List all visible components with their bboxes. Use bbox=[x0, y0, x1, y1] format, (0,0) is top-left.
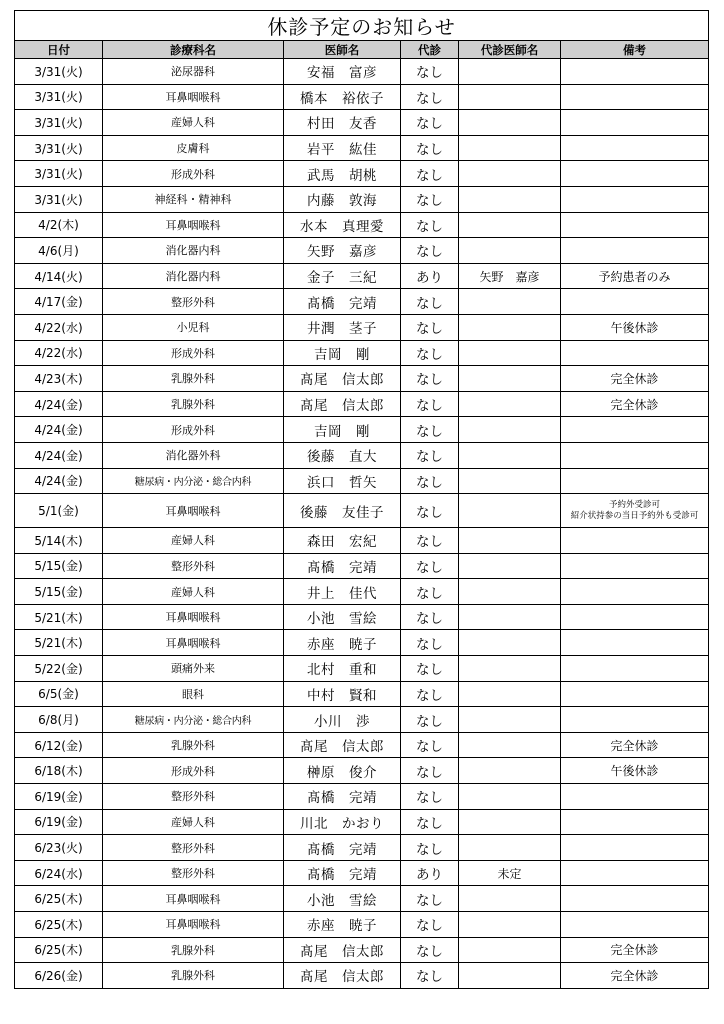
substitute-doctor-cell bbox=[459, 707, 561, 733]
date-cell: 6/25(木) bbox=[15, 912, 103, 938]
table-row bbox=[15, 963, 709, 989]
date-cell: 4/2(木) bbox=[15, 212, 103, 238]
date-cell: 4/24(金) bbox=[15, 417, 103, 443]
date-cell: 3/31(火) bbox=[15, 84, 103, 110]
department-cell: 消化器内科 bbox=[103, 263, 284, 289]
table-row bbox=[15, 391, 709, 417]
substitute-doctor-cell bbox=[459, 528, 561, 554]
department-cell: 乳腺外科 bbox=[103, 366, 284, 392]
substitute-cell: なし bbox=[401, 289, 459, 315]
date-cell: 6/24(水) bbox=[15, 860, 103, 886]
table-row bbox=[15, 732, 709, 758]
substitute-cell: なし bbox=[401, 59, 459, 85]
table-row bbox=[15, 289, 709, 315]
substitute-doctor-cell bbox=[459, 340, 561, 366]
doctor-cell: 髙尾 信太郎 bbox=[284, 963, 401, 989]
table-row bbox=[15, 135, 709, 161]
header-substitute-doctor: 代診医師名 bbox=[459, 41, 561, 59]
notes-cell bbox=[561, 442, 709, 468]
substitute-doctor-cell bbox=[459, 135, 561, 161]
doctor-cell: 金子 三紀 bbox=[284, 263, 401, 289]
doctor-cell: 髙尾 信太郎 bbox=[284, 732, 401, 758]
table-row bbox=[15, 553, 709, 579]
department-cell: 神経科・精神科 bbox=[103, 186, 284, 212]
table-row bbox=[15, 937, 709, 963]
department-cell: 眼科 bbox=[103, 681, 284, 707]
date-cell: 5/22(金) bbox=[15, 656, 103, 682]
substitute-doctor-cell bbox=[459, 630, 561, 656]
table-row bbox=[15, 366, 709, 392]
date-cell: 5/14(木) bbox=[15, 528, 103, 554]
table-row bbox=[15, 912, 709, 938]
notes-cell bbox=[561, 528, 709, 554]
department-cell: 消化器外科 bbox=[103, 442, 284, 468]
department-cell: 産婦人科 bbox=[103, 528, 284, 554]
table-row bbox=[15, 784, 709, 810]
substitute-cell: あり bbox=[401, 263, 459, 289]
date-cell: 6/26(金) bbox=[15, 963, 103, 989]
doctor-cell: 髙橋 完靖 bbox=[284, 553, 401, 579]
doctor-cell: 井上 佳代 bbox=[284, 579, 401, 605]
doctor-cell: 髙橋 完靖 bbox=[284, 835, 401, 861]
doctor-cell: 中村 賢和 bbox=[284, 681, 401, 707]
department-cell: 頭痛外来 bbox=[103, 656, 284, 682]
substitute-doctor-cell bbox=[459, 912, 561, 938]
substitute-doctor-cell bbox=[459, 84, 561, 110]
department-cell: 泌尿器科 bbox=[103, 59, 284, 85]
table-row bbox=[15, 809, 709, 835]
notes-line: 紹介状持参の当日予約外も受診可 bbox=[570, 510, 699, 521]
substitute-cell: なし bbox=[401, 604, 459, 630]
notes-cell: 予約患者のみ bbox=[561, 263, 709, 289]
substitute-doctor-cell bbox=[459, 238, 561, 264]
substitute-cell: なし bbox=[401, 161, 459, 187]
notes-cell bbox=[561, 784, 709, 810]
notes-cell bbox=[561, 135, 709, 161]
header-doctor: 医師名 bbox=[284, 41, 401, 59]
substitute-doctor-cell bbox=[459, 314, 561, 340]
table-row bbox=[15, 630, 709, 656]
doctor-cell: 髙尾 信太郎 bbox=[284, 391, 401, 417]
substitute-cell: あり bbox=[401, 860, 459, 886]
date-cell: 6/5(金) bbox=[15, 681, 103, 707]
header-notes: 備考 bbox=[561, 41, 709, 59]
substitute-cell: なし bbox=[401, 212, 459, 238]
department-cell: 形成外科 bbox=[103, 340, 284, 366]
doctor-cell: 吉岡 剛 bbox=[284, 340, 401, 366]
notes-cell bbox=[561, 110, 709, 136]
substitute-cell: なし bbox=[401, 809, 459, 835]
substitute-cell: なし bbox=[401, 707, 459, 733]
department-cell: 産婦人科 bbox=[103, 809, 284, 835]
department-cell: 耳鼻咽喉科 bbox=[103, 912, 284, 938]
substitute-cell: なし bbox=[401, 186, 459, 212]
substitute-cell: なし bbox=[401, 732, 459, 758]
date-cell: 4/23(木) bbox=[15, 366, 103, 392]
date-cell: 4/24(金) bbox=[15, 391, 103, 417]
substitute-doctor-cell bbox=[459, 161, 561, 187]
substitute-doctor-cell bbox=[459, 732, 561, 758]
notes-cell bbox=[561, 212, 709, 238]
notes-cell bbox=[561, 468, 709, 494]
substitute-cell: なし bbox=[401, 886, 459, 912]
department-cell: 乳腺外科 bbox=[103, 937, 284, 963]
department-cell: 乳腺外科 bbox=[103, 732, 284, 758]
substitute-cell: なし bbox=[401, 630, 459, 656]
substitute-doctor-cell bbox=[459, 937, 561, 963]
department-cell: 形成外科 bbox=[103, 417, 284, 443]
table-row bbox=[15, 886, 709, 912]
department-cell: 整形外科 bbox=[103, 860, 284, 886]
notes-cell: 午後休診 bbox=[561, 758, 709, 784]
notes-cell: 完全休診 bbox=[561, 732, 709, 758]
department-cell: 整形外科 bbox=[103, 553, 284, 579]
substitute-cell: なし bbox=[401, 579, 459, 605]
department-cell: 形成外科 bbox=[103, 161, 284, 187]
doctor-cell: 後藤 友佳子 bbox=[284, 494, 401, 528]
department-cell: 耳鼻咽喉科 bbox=[103, 630, 284, 656]
substitute-cell: なし bbox=[401, 835, 459, 861]
date-cell: 4/24(金) bbox=[15, 442, 103, 468]
date-cell: 4/6(月) bbox=[15, 238, 103, 264]
table-row bbox=[15, 238, 709, 264]
substitute-doctor-cell: 矢野 嘉彦 bbox=[459, 263, 561, 289]
substitute-cell: なし bbox=[401, 758, 459, 784]
date-cell: 3/31(火) bbox=[15, 59, 103, 85]
notes-cell: 完全休診 bbox=[561, 366, 709, 392]
date-cell: 6/18(木) bbox=[15, 758, 103, 784]
table-row bbox=[15, 417, 709, 443]
date-cell: 6/23(火) bbox=[15, 835, 103, 861]
table-row bbox=[15, 494, 709, 528]
doctor-cell: 赤座 暁子 bbox=[284, 912, 401, 938]
notes-cell bbox=[561, 886, 709, 912]
date-cell: 4/14(火) bbox=[15, 263, 103, 289]
table-row bbox=[15, 758, 709, 784]
date-cell: 6/25(木) bbox=[15, 886, 103, 912]
department-cell: 乳腺外科 bbox=[103, 391, 284, 417]
date-cell: 6/19(金) bbox=[15, 809, 103, 835]
table-row bbox=[15, 707, 709, 733]
department-cell: 整形外科 bbox=[103, 289, 284, 315]
substitute-doctor-cell bbox=[459, 110, 561, 136]
department-cell: 耳鼻咽喉科 bbox=[103, 494, 284, 528]
substitute-cell: なし bbox=[401, 912, 459, 938]
table-row bbox=[15, 528, 709, 554]
substitute-doctor-cell bbox=[459, 784, 561, 810]
notes-cell bbox=[561, 860, 709, 886]
doctor-cell: 井潤 茎子 bbox=[284, 314, 401, 340]
department-cell: 糖尿病・内分泌・総合内科 bbox=[103, 707, 284, 733]
notes-cell bbox=[561, 681, 709, 707]
doctor-cell: 川北 かおり bbox=[284, 809, 401, 835]
substitute-cell: なし bbox=[401, 681, 459, 707]
department-cell: 皮膚科 bbox=[103, 135, 284, 161]
notes-cell bbox=[561, 604, 709, 630]
substitute-cell: なし bbox=[401, 110, 459, 136]
notes-cell: 完全休診 bbox=[561, 963, 709, 989]
department-cell: 糖尿病・内分泌・総合内科 bbox=[103, 468, 284, 494]
substitute-doctor-cell bbox=[459, 809, 561, 835]
substitute-doctor-cell bbox=[459, 391, 561, 417]
substitute-cell: なし bbox=[401, 494, 459, 528]
date-cell: 4/22(水) bbox=[15, 314, 103, 340]
substitute-doctor-cell bbox=[459, 289, 561, 315]
date-cell: 4/24(金) bbox=[15, 468, 103, 494]
notes-line: 予約外受診可 bbox=[609, 499, 661, 510]
date-cell: 3/31(火) bbox=[15, 186, 103, 212]
table-row bbox=[15, 314, 709, 340]
notes-cell bbox=[561, 340, 709, 366]
substitute-cell: なし bbox=[401, 417, 459, 443]
department-cell: 耳鼻咽喉科 bbox=[103, 886, 284, 912]
substitute-doctor-cell bbox=[459, 417, 561, 443]
doctor-cell: 森田 宏紀 bbox=[284, 528, 401, 554]
table-row bbox=[15, 161, 709, 187]
doctor-cell: 水本 真理愛 bbox=[284, 212, 401, 238]
table-row bbox=[15, 860, 709, 886]
date-cell: 3/31(火) bbox=[15, 110, 103, 136]
doctor-cell: 北村 重和 bbox=[284, 656, 401, 682]
date-cell: 5/21(木) bbox=[15, 630, 103, 656]
doctor-cell: 赤座 暁子 bbox=[284, 630, 401, 656]
department-cell: 耳鼻咽喉科 bbox=[103, 212, 284, 238]
table-row bbox=[15, 84, 709, 110]
substitute-cell: なし bbox=[401, 314, 459, 340]
substitute-doctor-cell bbox=[459, 758, 561, 784]
substitute-doctor-cell bbox=[459, 656, 561, 682]
substitute-doctor-cell bbox=[459, 212, 561, 238]
closure-schedule-table bbox=[14, 10, 709, 989]
department-cell: 形成外科 bbox=[103, 758, 284, 784]
department-cell: 耳鼻咽喉科 bbox=[103, 84, 284, 110]
substitute-cell: なし bbox=[401, 135, 459, 161]
table-row bbox=[15, 442, 709, 468]
header-substitute: 代診 bbox=[401, 41, 459, 59]
table-row bbox=[15, 186, 709, 212]
table-row bbox=[15, 579, 709, 605]
notes-cell: 午後休診 bbox=[561, 314, 709, 340]
notes-cell bbox=[561, 238, 709, 264]
table-row bbox=[15, 59, 709, 85]
doctor-cell: 小池 雪絵 bbox=[284, 604, 401, 630]
notes-cell bbox=[561, 835, 709, 861]
table-row bbox=[15, 212, 709, 238]
doctor-cell: 髙橋 完靖 bbox=[284, 860, 401, 886]
doctor-cell: 髙尾 信太郎 bbox=[284, 937, 401, 963]
department-cell: 整形外科 bbox=[103, 784, 284, 810]
substitute-cell: なし bbox=[401, 963, 459, 989]
doctor-cell: 橋本 裕依子 bbox=[284, 84, 401, 110]
substitute-doctor-cell bbox=[459, 442, 561, 468]
page-title: 休診予定のお知らせ bbox=[15, 11, 709, 41]
date-cell: 5/15(金) bbox=[15, 579, 103, 605]
notes-cell bbox=[561, 912, 709, 938]
table-row bbox=[15, 468, 709, 494]
substitute-cell: なし bbox=[401, 784, 459, 810]
substitute-doctor-cell bbox=[459, 963, 561, 989]
doctor-cell: 武馬 胡桃 bbox=[284, 161, 401, 187]
date-cell: 4/22(水) bbox=[15, 340, 103, 366]
doctor-cell: 矢野 嘉彦 bbox=[284, 238, 401, 264]
doctor-cell: 吉岡 剛 bbox=[284, 417, 401, 443]
doctor-cell: 榊原 俊介 bbox=[284, 758, 401, 784]
substitute-doctor-cell bbox=[459, 579, 561, 605]
doctor-cell: 小池 雪絵 bbox=[284, 886, 401, 912]
substitute-cell: なし bbox=[401, 391, 459, 417]
table-row bbox=[15, 681, 709, 707]
date-cell: 6/12(金) bbox=[15, 732, 103, 758]
notes-cell bbox=[561, 186, 709, 212]
substitute-cell: なし bbox=[401, 468, 459, 494]
notes-cell bbox=[561, 579, 709, 605]
substitute-cell: なし bbox=[401, 238, 459, 264]
notes-cell bbox=[561, 707, 709, 733]
substitute-doctor-cell bbox=[459, 366, 561, 392]
date-cell: 6/19(金) bbox=[15, 784, 103, 810]
notes-cell bbox=[561, 656, 709, 682]
substitute-cell: なし bbox=[401, 366, 459, 392]
doctor-cell: 村田 友香 bbox=[284, 110, 401, 136]
substitute-doctor-cell bbox=[459, 59, 561, 85]
notes-cell: 完全休診 bbox=[561, 937, 709, 963]
date-cell: 6/8(月) bbox=[15, 707, 103, 733]
doctor-cell: 髙橋 完靖 bbox=[284, 289, 401, 315]
substitute-doctor-cell bbox=[459, 886, 561, 912]
department-cell: 整形外科 bbox=[103, 835, 284, 861]
table-row bbox=[15, 340, 709, 366]
date-cell: 4/17(金) bbox=[15, 289, 103, 315]
substitute-cell: なし bbox=[401, 656, 459, 682]
notes-cell bbox=[561, 494, 709, 528]
table-row bbox=[15, 656, 709, 682]
substitute-doctor-cell: 未定 bbox=[459, 860, 561, 886]
department-cell: 小児科 bbox=[103, 314, 284, 340]
substitute-doctor-cell bbox=[459, 681, 561, 707]
substitute-doctor-cell bbox=[459, 835, 561, 861]
date-cell: 6/25(木) bbox=[15, 937, 103, 963]
substitute-cell: なし bbox=[401, 84, 459, 110]
doctor-cell: 岩平 紘佳 bbox=[284, 135, 401, 161]
department-cell: 耳鼻咽喉科 bbox=[103, 604, 284, 630]
table-row bbox=[15, 263, 709, 289]
table-row bbox=[15, 604, 709, 630]
department-cell: 消化器内科 bbox=[103, 238, 284, 264]
notes-cell bbox=[561, 809, 709, 835]
notes-cell bbox=[561, 289, 709, 315]
substitute-cell: なし bbox=[401, 340, 459, 366]
notes-cell: 完全休診 bbox=[561, 391, 709, 417]
doctor-cell: 内藤 敦海 bbox=[284, 186, 401, 212]
doctor-cell: 安福 富彦 bbox=[284, 59, 401, 85]
substitute-cell: なし bbox=[401, 442, 459, 468]
doctor-cell: 髙尾 信太郎 bbox=[284, 366, 401, 392]
date-cell: 3/31(火) bbox=[15, 161, 103, 187]
table-row bbox=[15, 110, 709, 136]
date-cell: 5/15(金) bbox=[15, 553, 103, 579]
substitute-doctor-cell bbox=[459, 553, 561, 579]
doctor-cell: 浜口 哲矢 bbox=[284, 468, 401, 494]
doctor-cell: 髙橋 完靖 bbox=[284, 784, 401, 810]
notes-cell bbox=[561, 630, 709, 656]
substitute-cell: なし bbox=[401, 937, 459, 963]
header-date: 日付 bbox=[15, 41, 103, 59]
date-cell: 3/31(火) bbox=[15, 135, 103, 161]
department-cell: 産婦人科 bbox=[103, 579, 284, 605]
substitute-cell: なし bbox=[401, 528, 459, 554]
doctor-cell: 後藤 直大 bbox=[284, 442, 401, 468]
table-body bbox=[15, 59, 709, 989]
substitute-doctor-cell bbox=[459, 468, 561, 494]
notes-cell bbox=[561, 553, 709, 579]
notes-cell bbox=[561, 417, 709, 443]
date-cell: 5/21(木) bbox=[15, 604, 103, 630]
substitute-cell: なし bbox=[401, 553, 459, 579]
header-department: 診療科名 bbox=[103, 41, 284, 59]
notes-cell bbox=[561, 84, 709, 110]
notes-cell bbox=[561, 161, 709, 187]
substitute-doctor-cell bbox=[459, 186, 561, 212]
date-cell: 5/1(金) bbox=[15, 494, 103, 528]
substitute-doctor-cell bbox=[459, 604, 561, 630]
table-row bbox=[15, 835, 709, 861]
department-cell: 産婦人科 bbox=[103, 110, 284, 136]
doctor-cell: 小川 渉 bbox=[284, 707, 401, 733]
substitute-doctor-cell bbox=[459, 494, 561, 528]
notes-cell bbox=[561, 59, 709, 85]
department-cell: 乳腺外科 bbox=[103, 963, 284, 989]
